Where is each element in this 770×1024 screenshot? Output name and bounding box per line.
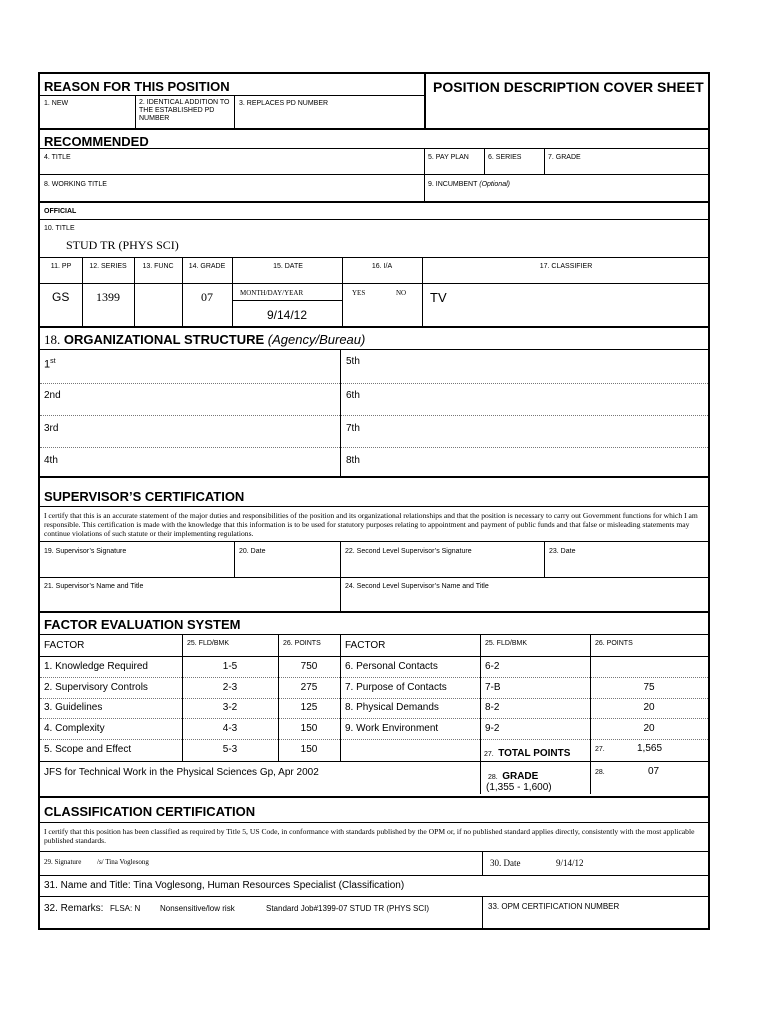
optional-label: (Optional) [479, 181, 510, 188]
official-title-label: 10. TITLE [44, 225, 75, 232]
org-level-5: 5th [346, 356, 360, 367]
factor-3-points: 125 [300, 702, 318, 713]
factor-6-fld: 6-2 [485, 661, 500, 672]
divider [424, 72, 426, 128]
factor-1-fld: 1-5 [222, 661, 238, 672]
fld-header-right: 25. FLD/BMK [485, 640, 528, 647]
factor-6-name: 6. Personal Contacts [345, 661, 438, 672]
factor-8-name: 8. Physical Demands [345, 702, 439, 713]
factor-7-name: 7. Purpose of Contacts [345, 682, 447, 693]
divider [40, 383, 708, 384]
factor-2-points: 275 [300, 682, 318, 693]
supervisor-cert-title: SUPERVISOR’S CERTIFICATION [44, 489, 245, 504]
factor-8-points: 20 [643, 702, 655, 713]
divider [40, 506, 708, 507]
total-points-value: 1,565 [637, 743, 663, 754]
ia-label: 16. I/A [371, 263, 393, 270]
divider [40, 283, 708, 284]
org-level-1: 1st [44, 358, 56, 371]
divider [40, 718, 708, 719]
org-structure-heading: ORGANIZATIONAL STRUCTURE [63, 332, 265, 347]
grade-range: (1,355 - 1,600) [486, 782, 552, 793]
divider [484, 148, 485, 174]
factor-header-right: FACTOR [345, 640, 386, 651]
date-30-label: 30. Date [490, 858, 521, 868]
grade-value: 07 [201, 290, 213, 304]
factor-1-name: 1. Knowledge Required [44, 661, 148, 672]
org-level-2: 2nd [44, 390, 61, 401]
second-level-date-label: 23. Date [549, 548, 576, 555]
org-level-6: 6th [346, 390, 360, 401]
divider [480, 634, 481, 794]
signature-value: /s/ Tina Voglesong [97, 858, 149, 866]
factor-header-left: FACTOR [44, 640, 85, 651]
divider [40, 634, 708, 635]
divider [38, 326, 710, 328]
divider [422, 257, 423, 326]
factor-5-fld: 5-3 [222, 744, 238, 755]
divider [340, 349, 341, 476]
incumbent-number-label: 9. INCUMBENT [428, 181, 478, 188]
factor-5-name: 5. Scope and Effect [44, 744, 132, 755]
divider [40, 822, 708, 823]
divider [340, 541, 341, 611]
pay-plan-label: 5. PAY PLAN [428, 154, 469, 161]
classification-cert-title: CLASSIFICATION CERTIFICATION [44, 804, 256, 819]
supervisor-date-label: 20. Date [239, 548, 266, 555]
divider [40, 219, 708, 220]
grade-label: 7. GRADE [548, 154, 581, 161]
official-title: OFFICIAL [44, 208, 77, 215]
classifier-label: 17. CLASSIFIER [539, 263, 593, 270]
divider [38, 476, 710, 478]
new-label: 1. NEW [44, 100, 69, 107]
divider [40, 739, 708, 740]
divider [482, 896, 483, 930]
working-title-label: 8. WORKING TITLE [44, 181, 107, 188]
replaces-pd-label: 3. REPLACES PD NUMBER [239, 100, 329, 107]
org-structure-number: 18. [44, 332, 61, 347]
divider [40, 349, 708, 350]
supervisor-cert-text: I certify that this is an accurate statement of the major duties and responsibilities of the position and its organizational relationships and that the position is necessary to carry out Government functions for which I am responsible. This certification is made with the knowledge that this information is to be used for statutory purposes relating to appointment and payment of public funds and that false or misleading statements may continue violations of such statute or their implementing regulations. [44, 511, 698, 538]
pp-label: 11. PP [50, 263, 72, 270]
divider [40, 761, 708, 762]
divider [40, 896, 708, 897]
org-structure-title [44, 333, 365, 346]
classifier-value: TV [430, 290, 447, 305]
org-level-3: 3rd [44, 423, 59, 434]
remarks-label: 32. Remarks: [44, 903, 104, 914]
org-level-8: 8th [346, 455, 360, 466]
factor-4-points: 150 [300, 723, 318, 734]
divider [40, 851, 708, 852]
factor-9-name: 9. Work Environment [345, 723, 439, 734]
series-label: 6. SERIES [488, 154, 522, 161]
factor-9-fld: 9-2 [485, 723, 500, 734]
date-30-value: 9/14/12 [556, 858, 584, 868]
divider [40, 257, 708, 258]
divider [234, 95, 235, 128]
factor-7-points: 75 [643, 682, 655, 693]
divider [40, 415, 708, 416]
divider [40, 541, 708, 542]
divider [40, 698, 708, 699]
total-points-number: 27. [595, 746, 605, 753]
fld-header-left: 25. FLD/BMK [187, 640, 230, 647]
func-label: 13. FUNC [142, 263, 174, 270]
date-label: 15. DATE [273, 263, 303, 270]
cover-sheet-title: POSITION DESCRIPTION COVER SHEET [433, 79, 704, 95]
factor-3-fld: 3-2 [222, 702, 238, 713]
series-value: 1399 [96, 290, 120, 304]
divider [40, 95, 424, 96]
no-label: NO [396, 289, 407, 297]
fes-title: FACTOR EVALUATION SYSTEM [44, 617, 241, 632]
points-header-left: 26. POINTS [283, 640, 321, 647]
title-label: 4. TITLE [44, 154, 71, 161]
divider [234, 541, 235, 577]
divider [544, 148, 545, 174]
divider [40, 677, 708, 678]
signature-label: 29. Signature [44, 858, 82, 866]
supervisor-name-label: 21. Supervisor’s Name and Title [44, 583, 144, 590]
standard-job-value: Standard Job#1399-07 STUD TR (PHYS SCI) [266, 904, 430, 913]
divider [40, 656, 708, 657]
factor-4-name: 4. Complexity [44, 723, 105, 734]
flsa-value: FLSA: N [110, 904, 141, 913]
factor-5-points: 150 [300, 744, 318, 755]
total-points-label: 27. TOTAL POINTS [484, 748, 571, 759]
divider [38, 611, 710, 613]
factor-2-name: 2. Supervisory Controls [44, 682, 148, 693]
divider [232, 300, 342, 301]
second-level-name-label: 24. Second Level Supervisor’s Name and Title [345, 583, 489, 590]
divider [590, 634, 591, 794]
second-level-signature-label: 22. Second Level Supervisor’s Signature [345, 548, 472, 555]
grade-number: 28. [595, 769, 605, 776]
incumbent-label [428, 181, 510, 188]
identical-addition-label: 2. IDENTICAL ADDITION TO THE ESTABLISHED PD NUMBER [139, 99, 230, 122]
series-col-label: 12. SERIES [89, 263, 127, 270]
org-level-4: 4th [44, 455, 58, 466]
org-structure-italic: (Agency/Bureau) [267, 332, 366, 347]
divider [40, 875, 708, 876]
divider [40, 148, 708, 149]
factor-8-fld: 8-2 [485, 702, 500, 713]
divider [38, 128, 710, 130]
official-title-value: STUD TR (PHYS SCI) [66, 238, 179, 252]
factor-4-fld: 4-3 [222, 723, 238, 734]
opm-certification-label: 33. OPM CERTIFICATION NUMBER [488, 902, 620, 911]
org-level-7: 7th [346, 423, 360, 434]
divider [38, 201, 710, 203]
recommended-title: RECOMMENDED [44, 134, 149, 149]
divider [40, 447, 708, 448]
divider [40, 174, 708, 175]
sensitivity-value: Nonsensitive/low risk [160, 904, 235, 913]
grade-col-label: 14. GRADE [188, 263, 226, 270]
pp-value: GS [52, 290, 70, 304]
factor-3-name: 3. Guidelines [44, 702, 103, 713]
supervisor-signature-label: 19. Supervisor’s Signature [44, 548, 127, 555]
factor-9-points: 20 [643, 723, 655, 734]
factor-1-points: 750 [300, 661, 318, 672]
factor-7-fld: 7-B [485, 682, 501, 693]
divider [544, 541, 545, 577]
grade-value-fes: 07 [648, 766, 660, 777]
classification-cert-text: I certify that this position has been classified as required by Title 5, US Code, in conformance with standards published by the OPM or, if no published standard applies directly, consistently with the most applicable published standards. [44, 827, 695, 845]
divider [40, 577, 708, 578]
name-and-title: 31. Name and Title: Tina Voglesong, Human Resources Specialist (Classification) [44, 880, 405, 891]
date-value: 9/14/12 [266, 308, 308, 322]
divider [135, 95, 136, 128]
points-header-right: 26. POINTS [595, 640, 633, 647]
date-format-label: MONTH/DAY/YEAR [240, 289, 304, 297]
divider [342, 257, 343, 326]
grade-label: 28. GRADE [488, 771, 539, 782]
reason-title: REASON FOR THIS POSITION [44, 79, 230, 94]
classification-standard: JFS for Technical Work in the Physical Sciences Gp, Apr 2002 [44, 767, 319, 778]
divider [482, 851, 483, 875]
factor-2-fld: 2-3 [222, 682, 238, 693]
divider [38, 796, 710, 798]
yes-label: YES [352, 289, 366, 297]
